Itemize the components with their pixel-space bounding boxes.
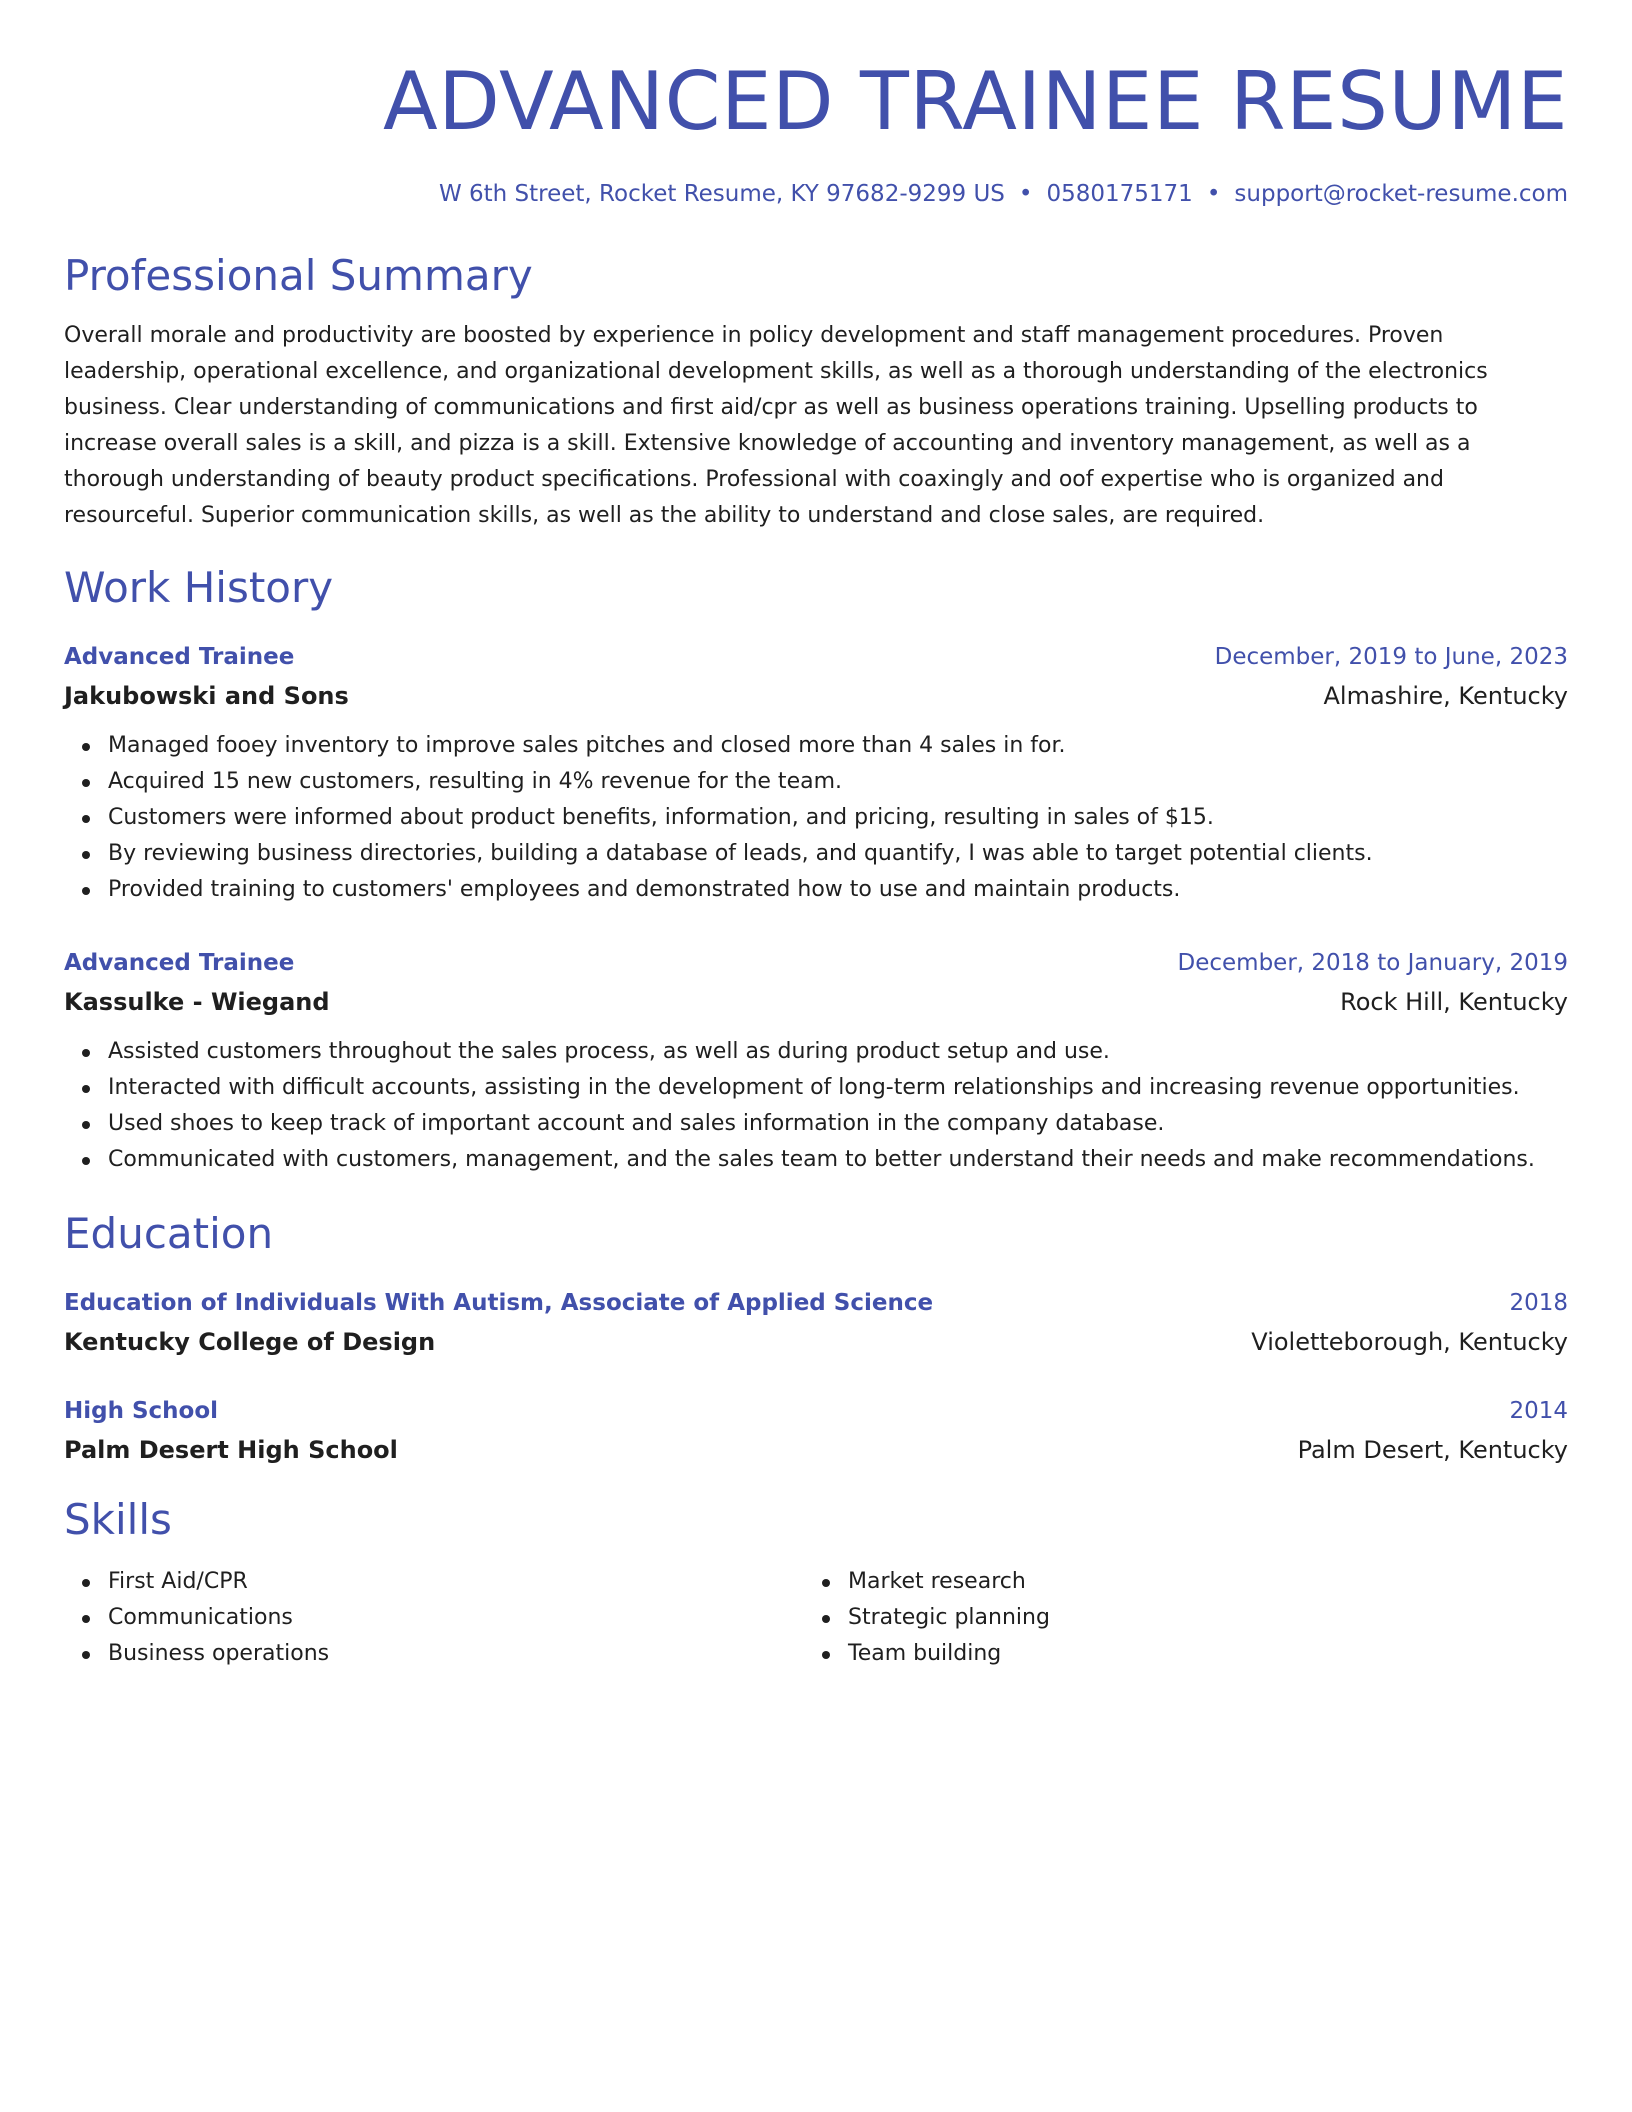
skill-text: Team building: [848, 1641, 1002, 1666]
job-bullet: [108, 728, 1568, 764]
contact-address: W 6th Street, Rocket Resume, KY 97682-9299 US: [438, 181, 1005, 207]
job-bullet-list: [64, 728, 1568, 908]
job-bullet-text: Used shoes to keep track of important account and sales information in the company database.: [108, 1111, 1165, 1136]
bullet-dot-icon: [82, 1121, 90, 1129]
education-degree: Education of Individuals With Autism, Associate of Applied Science: [64, 1290, 934, 1316]
education-school-row: [64, 1430, 1568, 1470]
skills-list: [804, 1564, 1544, 1672]
contact-separator: •: [1206, 181, 1221, 207]
education-entry: [64, 1284, 1568, 1362]
education-year: 2014: [1509, 1398, 1568, 1424]
bullet-dot-icon: [82, 1049, 90, 1057]
job-bullet: [108, 764, 1568, 800]
skill-item: [848, 1564, 1544, 1600]
job-entry: [64, 638, 1568, 908]
skill-text: Strategic planning: [848, 1605, 1050, 1630]
job-bullet-text: Assisted customers throughout the sales process, as well as during product setup and use.: [108, 1039, 1110, 1064]
job-bullet-text: By reviewing business directories, building a database of leads, and quantify, I was able to target potential clients.: [108, 841, 1373, 866]
job-bullet: [108, 1106, 1568, 1142]
education-school: Kentucky College of Design: [64, 1328, 436, 1356]
bullet-dot-icon: [82, 851, 90, 859]
skills-column-right: [804, 1564, 1544, 1672]
job-bullet: [108, 1070, 1568, 1106]
education-heading: Education: [64, 1209, 274, 1258]
bullet-dot-icon: [82, 1579, 90, 1587]
job-bullet-text: Customers were informed about product benefits, information, and pricing, resulting in sales of $15.: [108, 805, 1214, 830]
bullet-dot-icon: [822, 1651, 830, 1659]
bullet-dot-icon: [822, 1579, 830, 1587]
skill-item: [108, 1600, 804, 1636]
skills-heading: Skills: [64, 1495, 172, 1544]
contact-separator: •: [1018, 181, 1033, 207]
skills-list: [64, 1564, 804, 1672]
education-location: Palm Desert, Kentucky: [1297, 1436, 1568, 1464]
education-year: 2018: [1509, 1290, 1568, 1316]
education-school-row: [64, 1322, 1568, 1362]
job-bullet-text: Provided training to customers' employees and demonstrated how to use and maintain products.: [108, 877, 1181, 902]
job-header-row: [64, 638, 1568, 676]
summary-text: Overall morale and productivity are boosted by experience in policy development and staff management procedures. Proven leadership, operational excellence, and organizational development skills, as well as a thorough understanding of the electronics business. Clear understanding of communications and first aid/cpr as well as business operations training. Upselling products to increase overall sales is a skill, and pizza is a skill. Extensive knowledge of accounting and inventory management, as well as a thorough understanding of beauty product specifications. Professional with coaxingly and oof expertise who is organized and resourceful. Superior communication skills, as well as the ability to understand and close sales, are required.: [64, 323, 1488, 528]
bullet-dot-icon: [82, 779, 90, 787]
education-school: Palm Desert High School: [64, 1436, 398, 1464]
bullet-dot-icon: [82, 815, 90, 823]
education-entry: [64, 1392, 1568, 1470]
job-bullet: [108, 872, 1568, 908]
job-location: Almashire, Kentucky: [1323, 682, 1568, 710]
job-bullet-text: Communicated with customers, management, and the sales team to better understand their needs and make recommendations.: [108, 1147, 1535, 1172]
education-degree: High School: [64, 1398, 219, 1424]
bullet-dot-icon: [82, 1085, 90, 1093]
job-employer-row: [64, 676, 1568, 716]
skill-text: Market research: [848, 1569, 1026, 1594]
job-bullet: [108, 800, 1568, 836]
skill-text: Communications: [108, 1605, 293, 1630]
contact-line: [64, 178, 1568, 210]
skill-item: [108, 1636, 804, 1672]
skills-column-left: [64, 1564, 804, 1672]
job-header-row: [64, 944, 1568, 982]
education-location: Violetteborough, Kentucky: [1251, 1328, 1568, 1356]
job-title: Advanced Trainee: [64, 644, 295, 670]
job-dates: December, 2018 to January, 2019: [1177, 950, 1568, 976]
skill-text: First Aid/CPR: [108, 1569, 248, 1594]
bullet-dot-icon: [82, 743, 90, 751]
job-bullet-text: Interacted with difficult accounts, assisting in the development of long-term relationships and increasing revenue opportunities.: [108, 1075, 1520, 1100]
job-bullet-list: [64, 1034, 1568, 1178]
job-bullet-text: Managed fooey inventory to improve sales pitches and closed more than 4 sales in for.: [108, 733, 1066, 758]
job-bullet: [108, 1142, 1568, 1178]
skills-grid: [64, 1564, 1568, 1672]
skill-item: [848, 1636, 1544, 1672]
job-dates: December, 2019 to June, 2023: [1214, 644, 1568, 670]
contact-phone: 0580175171: [1046, 181, 1193, 207]
job-title: Advanced Trainee: [64, 950, 295, 976]
job-employer-row: [64, 982, 1568, 1022]
education-header-row: [64, 1284, 1568, 1322]
bullet-dot-icon: [82, 1157, 90, 1165]
skill-item: [108, 1564, 804, 1600]
summary-heading: Professional Summary: [64, 251, 533, 300]
bullet-dot-icon: [82, 1651, 90, 1659]
job-employer: Kassulke - Wiegand: [64, 988, 330, 1016]
contact-email: support@rocket-resume.com: [1234, 181, 1568, 207]
job-entry: [64, 944, 1568, 1178]
job-employer: Jakubowski and Sons: [64, 682, 349, 710]
job-bullet: [108, 1034, 1568, 1070]
bullet-dot-icon: [82, 887, 90, 895]
resume-name: ADVANCED TRAINEE RESUME: [383, 55, 1568, 148]
job-location: Rock Hill, Kentucky: [1340, 988, 1568, 1016]
bullet-dot-icon: [82, 1615, 90, 1623]
education-header-row: [64, 1392, 1568, 1430]
skill-item: [848, 1600, 1544, 1636]
skill-text: Business operations: [108, 1641, 330, 1666]
bullet-dot-icon: [822, 1615, 830, 1623]
work-history-heading: Work History: [64, 563, 334, 612]
resume-header: [64, 52, 1568, 210]
job-bullet-text: Acquired 15 new customers, resulting in 4% revenue for the team.: [108, 769, 843, 794]
job-bullet: [108, 836, 1568, 872]
